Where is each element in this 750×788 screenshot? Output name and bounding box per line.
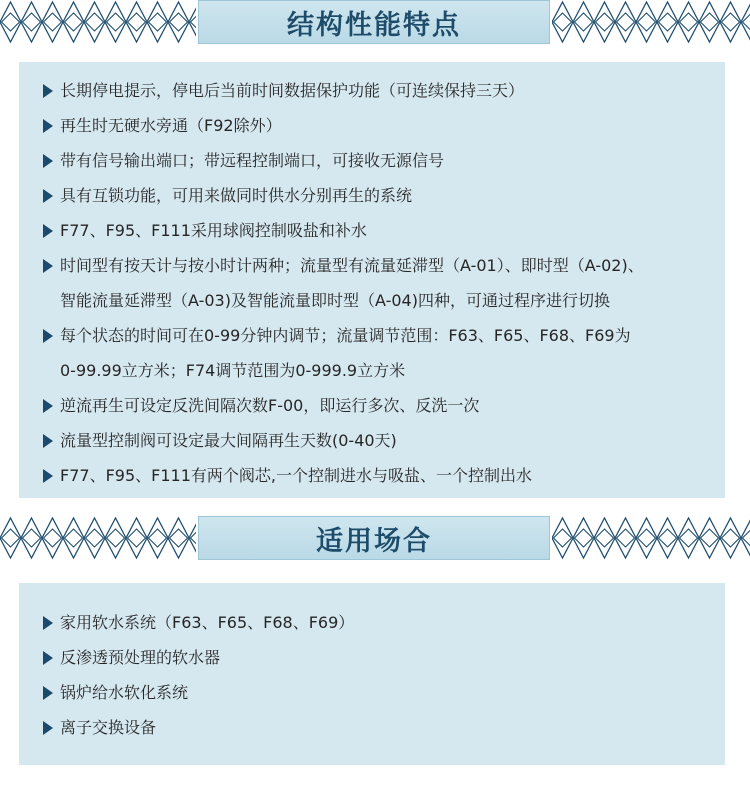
list-item-text: 时间型有按天计与按小时计两种；流量型有流量延滞型（A-01）、即时型（A-02)、 智能流量延滞型（A-03)及智能流量即时型（A-04)四种，可通过程序进行切换 [60, 256, 644, 310]
list-item-text: 长期停电提示，停电后当前时间数据保护功能（可连续保持三天） [60, 81, 525, 100]
list-item [19, 213, 725, 248]
triangle-right-icon [43, 469, 53, 483]
features-banner [0, 0, 750, 44]
list-item [19, 178, 725, 213]
list-item-text: 家用软水系统（F63、F65、F68、F69） [60, 613, 355, 632]
triangle-right-icon [43, 651, 53, 665]
list-item [19, 318, 725, 388]
list-item-text: 反渗透预处理的软水器 [60, 648, 221, 667]
list-item-text: 每个状态的时间可在0-99分钟内调节；流量调节范围：F63、F65、F68、F69为 0-99.99立方米；F74调节范围为0-999.9立方米 [60, 326, 631, 380]
list-item-text: F77、F95、F111有两个阀芯,一个控制进水与吸盐、一个控制出水 [60, 466, 532, 485]
list-item [19, 640, 725, 675]
triangle-right-icon [43, 259, 53, 273]
list-item [19, 423, 725, 458]
list-item [19, 108, 725, 143]
applications-panel [19, 583, 725, 765]
triangle-right-icon [43, 154, 53, 168]
list-item-text: 具有互锁功能，可用来做同时供水分别再生的系统 [60, 186, 413, 205]
triangle-right-icon [43, 189, 53, 203]
triangle-right-icon [43, 686, 53, 700]
applications-list [19, 605, 725, 745]
list-item-text: 带有信号输出端口；带远程控制端口，可接收无源信号 [60, 151, 445, 170]
features-title-plate [196, 0, 552, 44]
triangle-right-icon [43, 224, 53, 238]
list-item [19, 143, 725, 178]
triangle-right-icon [43, 616, 53, 630]
list-item [19, 710, 725, 745]
applications-title-plate [196, 516, 552, 560]
triangle-right-icon [43, 721, 53, 735]
triangle-right-icon [43, 119, 53, 133]
triangle-right-icon [43, 84, 53, 98]
list-item [19, 605, 725, 640]
list-item-text: 逆流再生可设定反洗间隔次数F-00，即运行多次、反洗一次 [60, 396, 480, 415]
list-item-text: 再生时无硬水旁通（F92除外） [60, 116, 282, 135]
list-item [19, 73, 725, 108]
triangle-right-icon [43, 329, 53, 343]
list-item-text: 离子交换设备 [60, 718, 157, 737]
applications-banner [0, 516, 750, 560]
list-item [19, 458, 725, 493]
right-lattice-ornament [552, 516, 750, 560]
features-list [19, 73, 725, 493]
features-panel [19, 62, 725, 498]
list-item [19, 248, 725, 318]
list-item [19, 675, 725, 710]
list-item [19, 388, 725, 423]
left-lattice-ornament [0, 516, 200, 560]
applications-title: 适用场合 [316, 525, 432, 557]
left-lattice-ornament [0, 0, 200, 44]
right-lattice-ornament [552, 0, 750, 44]
features-title: 结构性能特点 [287, 9, 461, 41]
list-item-text: 流量型控制阀可设定最大间隔再生天数(0-40天) [60, 431, 397, 450]
list-item-text: F77、F95、F111采用球阀控制吸盐和补水 [60, 221, 367, 240]
triangle-right-icon [43, 399, 53, 413]
triangle-right-icon [43, 434, 53, 448]
list-item-text: 锅炉给水软化系统 [60, 683, 189, 702]
